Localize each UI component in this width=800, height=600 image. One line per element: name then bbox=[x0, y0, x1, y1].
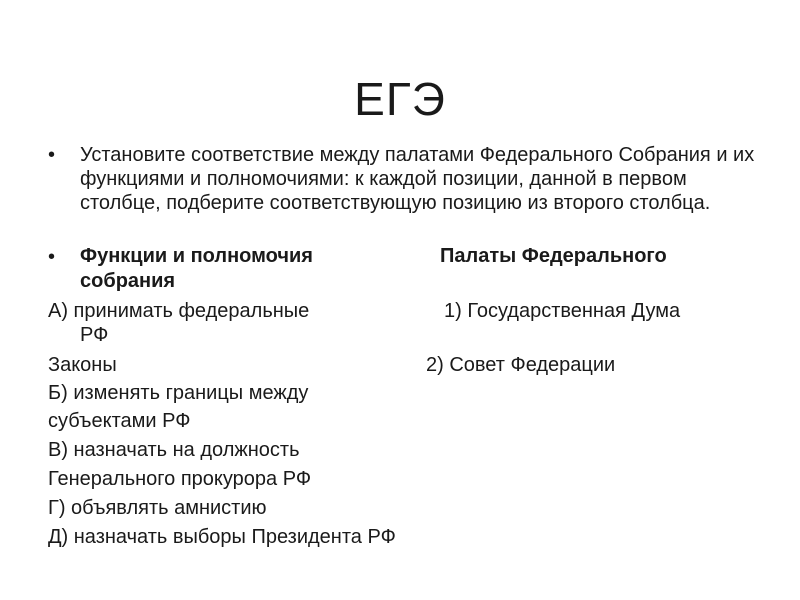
chamber-option-1: 1) Государственная Дума bbox=[444, 300, 681, 322]
header-functions-cont: собрания bbox=[80, 270, 176, 292]
bullet-icon: • bbox=[48, 246, 56, 268]
item-a-line2: РФ bbox=[80, 324, 109, 346]
header-chambers: Палаты Федерального bbox=[440, 245, 667, 267]
item-a-line1: А) принимать федеральные bbox=[48, 300, 310, 322]
header-functions: Функции и полномочия bbox=[80, 245, 313, 267]
bullet-icon: • bbox=[48, 144, 56, 166]
item-d: Д) назначать выборы Президента РФ bbox=[48, 526, 396, 548]
item-b-line2: субъектами РФ bbox=[48, 410, 191, 432]
chamber-option-2: 2) Совет Федерации bbox=[426, 354, 616, 376]
slide-title: ЕГЭ bbox=[354, 72, 446, 125]
item-v-line2: Генерального прокурора РФ bbox=[48, 468, 312, 490]
instruction-text: Установите соответствие между палатами Федерального Собрания и их функциями и полномочиями: к каждой позиции, данной в первом столбце, подберите соответствующую позицию из второго столбца. bbox=[80, 144, 755, 214]
item-b-line1: Б) изменять границы между bbox=[48, 382, 309, 404]
item-g: Г) объявлять амнистию bbox=[48, 497, 267, 519]
item-a-line3: Законы bbox=[48, 354, 117, 376]
item-v-line1: В) назначать на должность bbox=[48, 439, 300, 461]
